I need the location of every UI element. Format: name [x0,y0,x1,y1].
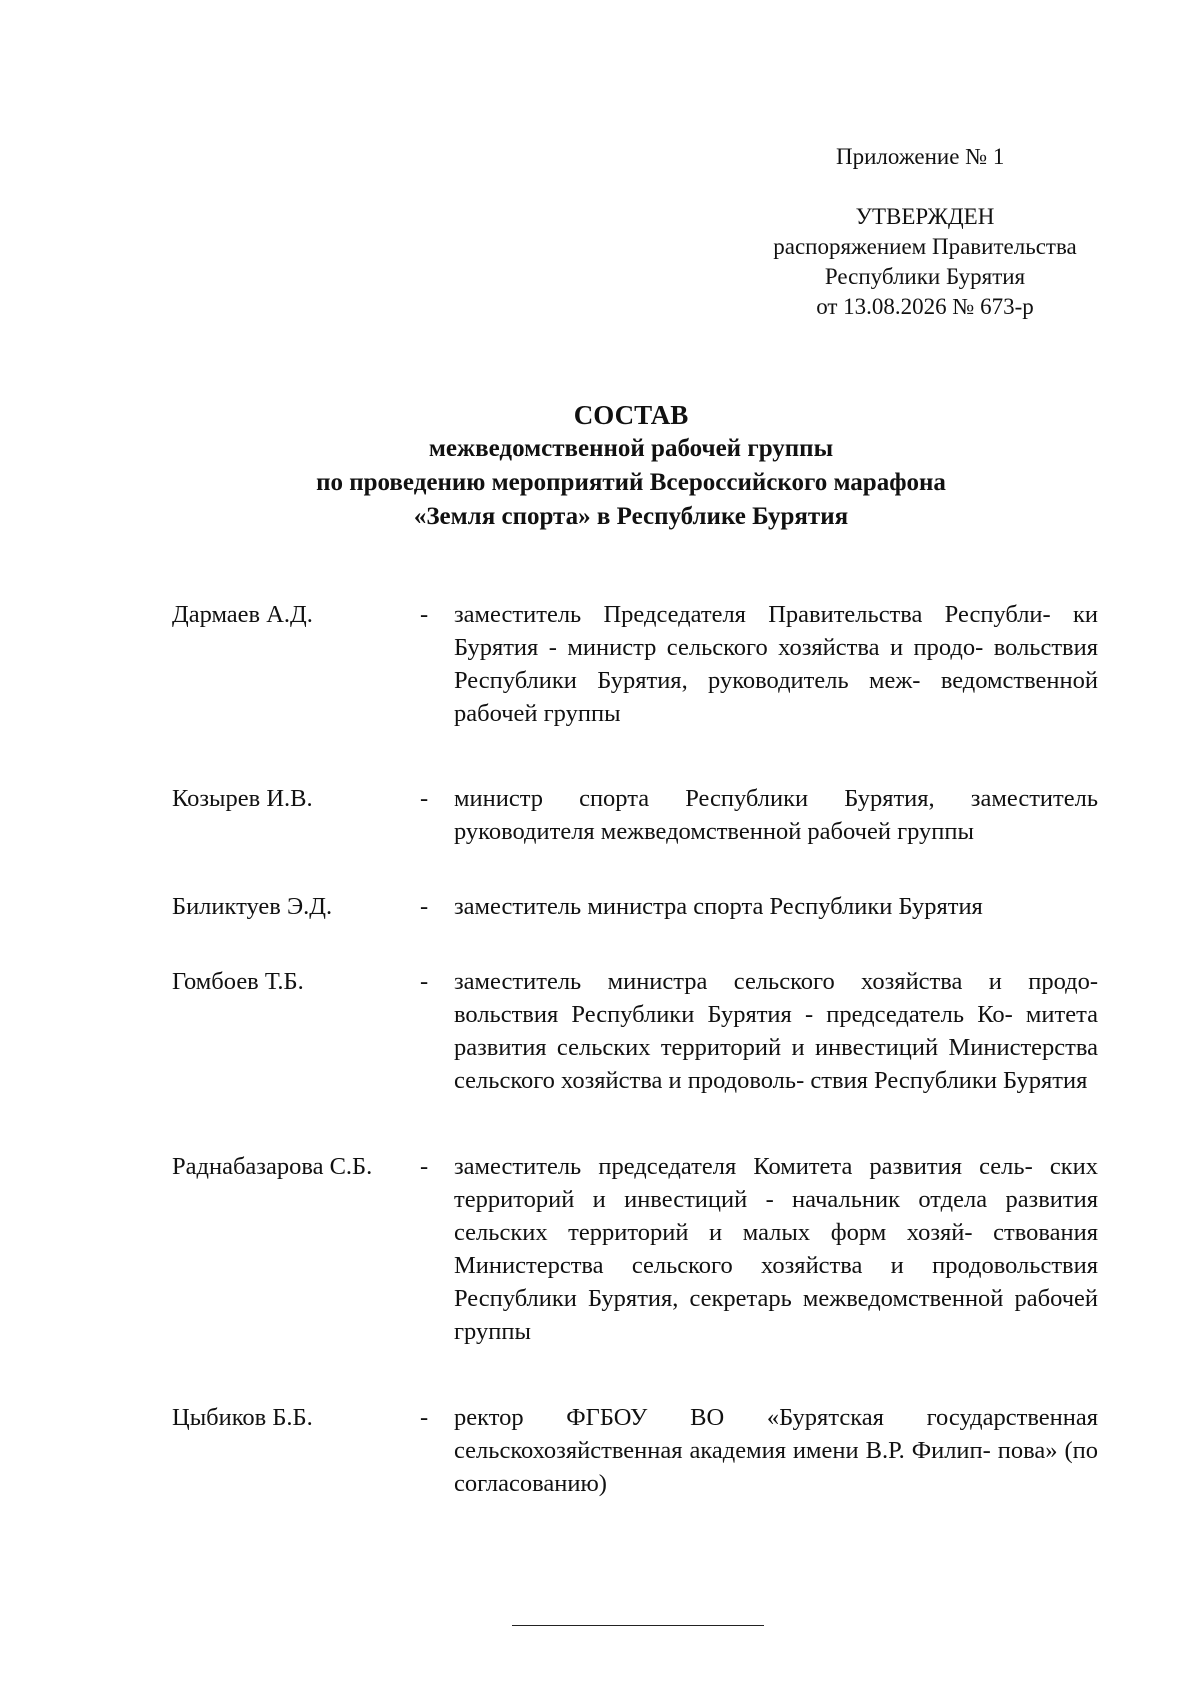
description-line: заместитель председателя Комитета развития сель- [454,1153,1033,1180]
description-line: пова» (по согласованию) [454,1437,1098,1497]
member-description [454,1150,1098,1348]
description-line: вольствия Республики Бурятия, руководитель меж- [454,634,1099,694]
member-name: Козырев И.В. [172,785,313,812]
member-entry [172,890,1098,923]
member-dash: - [420,968,429,995]
title-line: «Земля спорта» в Республике Бурятия [413,503,849,530]
member-description [454,598,1098,730]
description-line: заместитель Председателя Правительства Республи- [454,601,1051,628]
description-line: вольствия Республики Бурятия - председатель Ко- [454,1001,1013,1028]
description-line: руководителя межведомственной рабочей группы [454,818,974,845]
description-line: митета развития сельских территорий и инвестиций [454,1001,1098,1061]
description-line: заместитель министра спорта Республики Бурятия [454,893,983,920]
member-description [454,890,1098,923]
member-entry [172,782,1098,848]
member-dash: - [420,1153,429,1180]
approval-line: УТВЕРЖДЕН [855,204,995,229]
description-line: сельскохозяйственная академия имени В.Р. Филип- [454,1437,991,1464]
description-line: развития сельских территорий и малых форм хозяй- [454,1186,1099,1246]
description-line: ских территорий и инвестиций - начальник отдела [454,1153,1098,1213]
member-entry [172,965,1098,1097]
approval-line: от 13.08.2026 № 673-р [816,294,1034,319]
description-line: продовольствия Республики Бурятия, секретарь [454,1252,1098,1312]
approval-block [760,202,1090,322]
member-name: Биликтуев Э.Д. [172,893,333,920]
appendix-label: Приложение № 1 [836,144,1005,169]
description-line: министр спорта Республики Бурятия, заместитель [454,785,1098,812]
approval-line: Республики Бурятия [824,264,1026,289]
member-entry [172,1401,1098,1500]
member-dash: - [420,785,429,812]
description-line: ки Бурятия - министр сельского хозяйства и продо- [454,601,1098,661]
description-line: Министерства сельского хозяйства и продоволь- [454,1034,1099,1094]
member-dash: - [420,1404,429,1431]
title-heading: СОСТАВ [573,400,689,430]
member-name: Раднабазарова С.Б. [172,1153,373,1180]
description-line: ректор ФГБОУ ВО «Бурятская государственная [454,1404,1098,1431]
member-entry [172,1150,1098,1348]
member-entry [172,598,1098,730]
member-description [454,1401,1098,1500]
description-line: ствования Министерства сельского хозяйства и [454,1219,1099,1279]
footer-divider [512,1625,764,1626]
member-name: Гомбоев Т.Б. [172,968,304,995]
member-name: Дармаев А.Д. [172,601,313,628]
description-line: заместитель министра сельского хозяйства и продо- [454,968,1098,995]
approval-line: распоряжением Правительства [773,234,1077,259]
document-title [0,398,1200,534]
member-dash: - [420,893,429,920]
members-list [172,598,1098,1500]
description-line: ствия Республики Бурятия [810,1067,1088,1094]
member-dash: - [420,601,429,628]
member-description [454,965,1098,1097]
description-line: межведомственной рабочей группы [454,1285,1098,1345]
member-description [454,782,1098,848]
member-name: Цыбиков Б.Б. [172,1404,313,1431]
title-line: по проведению мероприятий Всероссийского марафона [316,469,946,496]
description-line: ведомственной рабочей группы [454,667,1099,727]
title-line: межведомственной рабочей группы [428,435,834,462]
